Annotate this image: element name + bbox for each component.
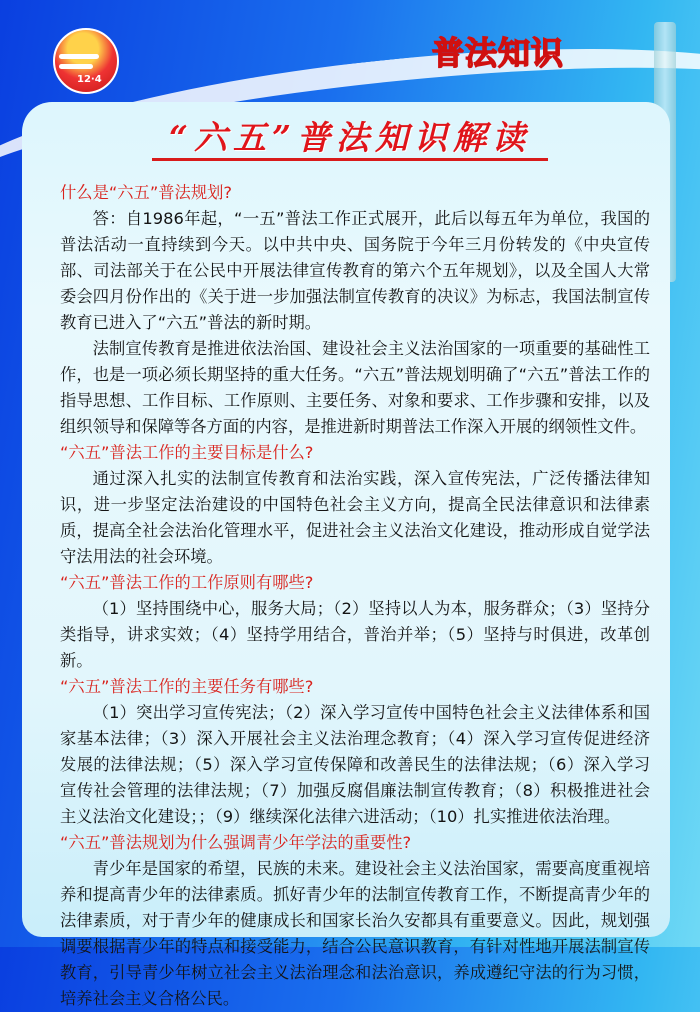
page-title: “六五”普法知识解读 [169,118,531,157]
logo-stripe [59,64,93,69]
section-paragraph: （1）坚持围绕中心，服务大局；（2）坚持以人为本，服务群众；（3）坚持分类指导，讲求实效；（4）坚持学用结合，普治并举；（5）坚持与时俱进，改革创新。 [60,599,650,670]
section-question: “六五”普法工作的工作原则有哪些? [60,573,314,592]
section-paragraph: 法制宣传教育是推进依法治国、建设社会主义法治国家的一项重要的基础性工作，也是一项必须长期坚持的重大任务。“六五”普法规划明确了“六五”普法工作的指导思想、工作目标、工作原则、主要任务、对象和要求、工作步骤和安排，以及组织领导和保障等各方面的内容，是推进新时期普法工作深入开展的纲领性文件。 [60,339,650,436]
logo-date: 12·4 [77,74,102,85]
brand-heading: 普法知识 [432,34,565,72]
logo-stripe [59,54,99,59]
section-question: “六五”普法工作的主要目标是什么? [60,443,314,462]
title-divider [152,158,548,161]
section-paragraph: （1）突出学习宣传宪法；（2）深入学习宣传中国特色社会主义法律体系和国家基本法律；（3）深入开展社会主义法治理念教育；（4）深入学习宣传促进经济发展的法律法规；（5）深入学习宣传保障和改善民生的法律法规；（6）深入学习宣传社会管理的法律法规；（7）加强反腐倡廉法制宣传教育；（8）积极推进社会主义法治文化建设；；（9）继续深化法律六进活动；（10）扎实推进依法治理。 [60,703,650,826]
section-question: 什么是“六五”普法规划? [60,183,233,202]
section-paragraph: 通过深入扎实的法制宣传教育和法治实践，深入宣传宪法，广泛传播法律知识，进一步坚定法治建设的中国特色社会主义方向，提高全民法律意识和法律素质，提高全社会法治化管理水平，促进社会主义法治文化建设，推动形成自觉学法守法用法的社会环境。 [60,469,650,566]
article-body [60,180,650,1012]
section-question: “六五”普法规划为什么强调青少年学法的重要性? [60,833,412,852]
law-day-logo [53,28,119,94]
section-paragraph: 青少年是国家的希望，民族的未来。建设社会主义法治国家，需要高度重视培养和提高青少年的法律素质。抓好青少年的法制宣传教育工作，不断提高青少年的法律素质，对于青少年的健康成长和国家长治久安都具有重要意义。因此，规划强调要根据青少年的特点和接受能力，结合公民意识教育，有针对性地开展法制宣传教育，引导青少年树立社会主义法治理念和法治意识，养成遵纪守法的行为习惯，培养社会主义合格公民。 [60,859,650,1008]
section-paragraph: 答：自1986年起，“一五”普法工作正式展开，此后以每五年为单位，我国的普法活动一直持续到今天。以中共中央、国务院于今年三月份转发的《中央宣传部、司法部关于在公民中开展法律宣传教育的第六个五年规划》，以及全国人大常委会四月份作出的《关于进一步加强法制宣传教育的决议》为标志，我国法制宣传教育已进入了“六五”普法的新时期。 [60,209,650,332]
section-question: “六五”普法工作的主要任务有哪些? [60,677,314,696]
